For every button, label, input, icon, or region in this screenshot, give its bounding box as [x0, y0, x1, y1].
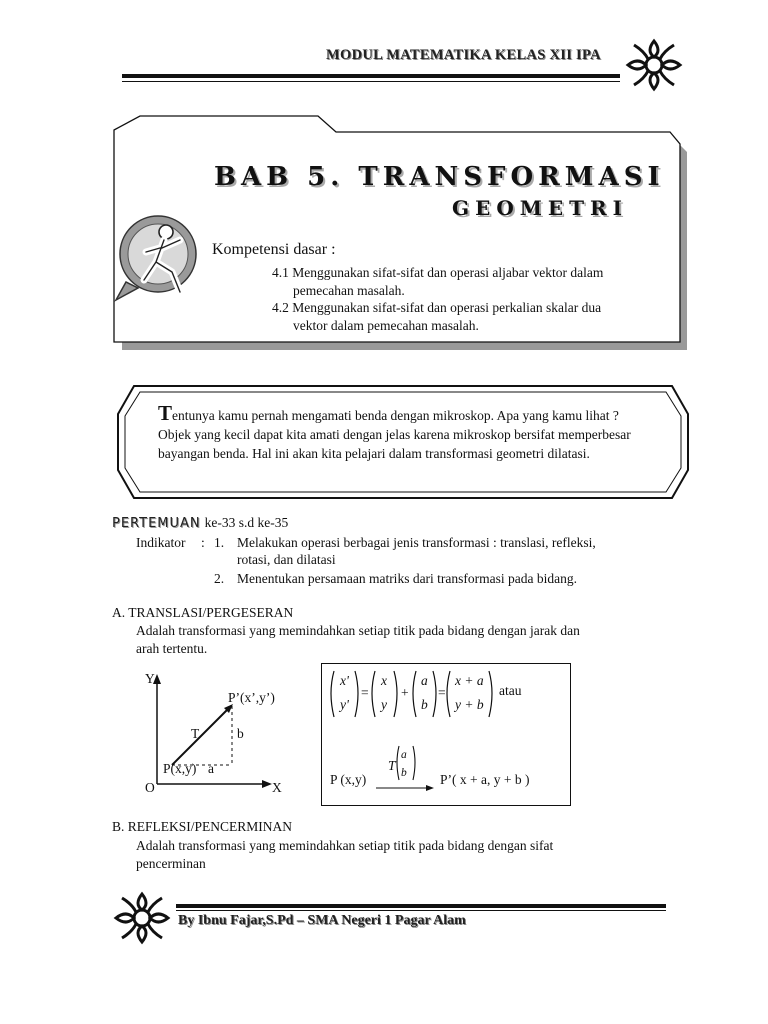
meeting-line [112, 514, 288, 532]
matrix-x-plus-a: x + a [455, 673, 484, 688]
section-b-line2: pencerminan [136, 856, 206, 871]
section-a-line1: Adalah transformasi yang memindahkan setiap titik pada bidang dengan jarak dan [136, 623, 580, 638]
graph-b-label: b [237, 726, 244, 741]
graph-p-label: P(x,y) [163, 761, 197, 776]
indicator-1-num: 1. [214, 535, 225, 550]
graph-x-label: X [272, 780, 282, 795]
map-t-a: a [401, 749, 407, 761]
map-from: P (x,y) [330, 772, 367, 787]
graph-a-label: a [208, 761, 214, 776]
matrix-a: a [421, 673, 428, 688]
matrix-y-prime: y' [340, 697, 349, 712]
indicator-1-line2: rotasi, dan dilatasi [237, 552, 336, 567]
competency-title: Kompetensi dasar : [212, 241, 336, 258]
chapter-title-line1: BAB 5. TRANSFORMASI [214, 162, 665, 192]
indicator-label: Indikator [136, 535, 186, 550]
section-a-line2: arah tertentu. [136, 641, 208, 656]
section-b-line1: Adalah transformasi yang memindahkan setiap titik pada bidang dengan sifat [136, 838, 554, 853]
drop-letter: T [158, 401, 173, 425]
matrix-y-plus-b: y + b [455, 697, 484, 712]
matrix-y: y [381, 697, 387, 712]
indicator-2-line1: Menentukan persamaan matriks dari transformasi pada bidang. [237, 571, 578, 586]
matrix-plus: + [401, 685, 409, 700]
competency-item-1-line1: 4.1 Menggunakan sifat-sifat dan operasi aljabar vektor dalam [272, 265, 604, 280]
competency-item-2-line2: vektor dalam pemecahan masalah. [293, 318, 479, 333]
header-rule-thin [122, 81, 620, 82]
map-t-label: T [388, 758, 396, 773]
footer-rule-thin [176, 910, 666, 911]
graph-t-label: T [191, 726, 200, 741]
meeting-range: ke-33 s.d ke-35 [204, 515, 289, 530]
matrix-eq-2: = [438, 685, 446, 700]
formula-or: atau [499, 683, 522, 698]
matrix-x-prime: x' [340, 673, 349, 688]
footer-author: By Ibnu Fajar,S.Pd – SMA Negeri 1 Pagar Alam [178, 913, 466, 928]
intro-body: entunya kamu pernah mengamati benda dengan mikroskop. Apa yang kamu lihat ? Objek yang kecil dapat kita amati dengan jelas karena mikroskop bersifat memperbesar bayangan benda. Hal ini akan kita pelajari dalam transformasi geometri dilatasi. [158, 408, 631, 461]
ornament-icon [624, 37, 684, 93]
chapter-title-line2: GEOMETRI [452, 196, 628, 220]
matrix-eq-1: = [361, 685, 369, 700]
graph-y-label: Y [145, 671, 155, 686]
competency-item-2-line1: 4.2 Menggunakan sifat-sifat dan operasi perkalian skalar dua [272, 300, 602, 315]
map-arrow-icon [376, 783, 436, 793]
matrix-b: b [421, 697, 428, 712]
graph-p-prime-label: P’(x’,y’) [228, 690, 275, 705]
indicator-2-num: 2. [214, 571, 225, 586]
indicator-sep: : [201, 535, 205, 550]
translation-graph [140, 668, 310, 798]
map-t-b: b [401, 767, 407, 779]
header-rule [122, 74, 620, 78]
section-b-heading: B. REFLEKSI/PENCERMINAN [112, 819, 293, 834]
map-to: P’( x + a, y + b ) [440, 772, 530, 787]
matrix-x: x [381, 673, 387, 688]
header-title: MODUL MATEMATIKA KELAS XII IPA [326, 47, 601, 63]
graph-origin-label: O [145, 780, 155, 795]
footer-rule [176, 904, 666, 908]
section-a-heading: A. TRANSLASI/PERGESERAN [112, 605, 294, 620]
indicator-1-line1: Melakukan operasi berbagai jenis transformasi : translasi, refleksi, [237, 535, 596, 550]
meeting-label: PERTEMUAN [112, 516, 201, 531]
running-figure-icon [110, 200, 206, 316]
competency-item-1-line2: pemecahan masalah. [293, 283, 405, 298]
footer-ornament-icon [112, 890, 172, 946]
intro-text [158, 401, 648, 463]
